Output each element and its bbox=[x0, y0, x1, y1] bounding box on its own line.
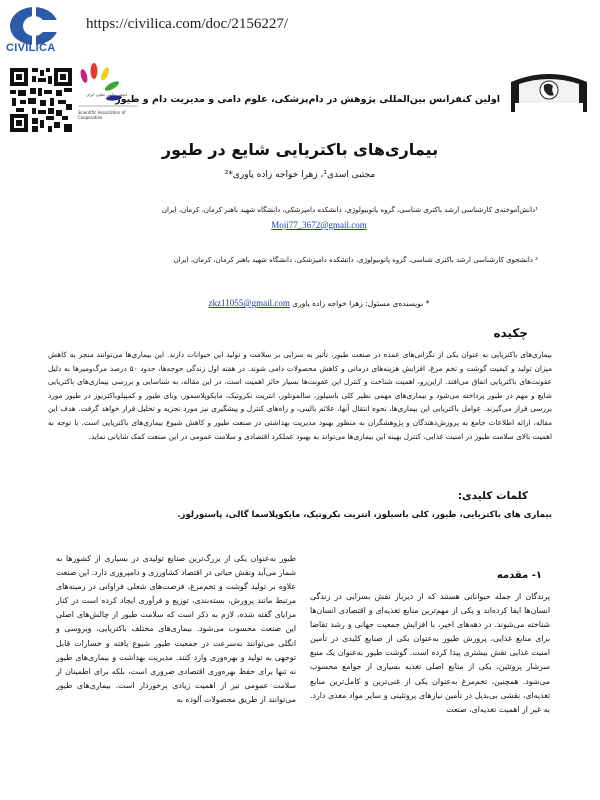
association-caption: انجمن علمی تعاون ایران bbox=[86, 92, 127, 97]
introduction-right-column: پرندگان از جمله حیواناتی هستند که از دیرباز نقش بسزایی در زندگی انسان‌ها ایفا کرده‌اند و یکی از مهم‌ترین منابع تغذیه‌ای و اقتصادی انسان‌ها شناخته می‌شوند. در دهه‌های اخیر، با افزایش جمعیت جهانی و رشد تقاضا برای منابع غذایی، پرورش طیور به‌عنوان یکی از صنایع کلیدی در تأمین امنیت غذایی نقش بیشتری پیدا کرده است. گوشت طیور به‌عنوان یک منبع سرشار پروتئین، یکی از منابع اصلی تغذیه بسیاری از جوامع محسوب می‌شود. همچنین، تخم‌مرغ به‌عنوان یکی از غنی‌ترین و کامل‌ترین منابع تغذیه‌ای، نقشی بی‌بدیل در تأمین نیازهای پروتئینی و سایر مواد مغذی دارد. به غیر از اهمیت تغذیه‌ای، صنعت bbox=[310, 592, 550, 714]
document-url[interactable]: https://civilica.com/doc/2156227/ bbox=[86, 16, 289, 32]
corresponding-email-link[interactable]: zkz11055@gmail.com bbox=[208, 298, 290, 308]
abstract-heading: چکیده bbox=[493, 326, 528, 340]
corresponding-author-label: * نویسنده‌ی مسئول: زهرا خواجه زاده یاوری bbox=[292, 299, 430, 308]
author-1-email-link[interactable]: Moji77_3672@gmail.com bbox=[271, 220, 367, 230]
association-caption-en: Scientific Association of Cooperation bbox=[78, 110, 126, 120]
keywords-heading: کلمات کلیدی: bbox=[457, 490, 528, 502]
paper-title: بیماری‌های باکتریایی شایع در طیور bbox=[161, 140, 439, 159]
civilica-c-icon bbox=[8, 6, 60, 46]
institute-logo bbox=[507, 68, 591, 118]
introduction-heading: ۱- مقدمه bbox=[496, 570, 542, 581]
paper-authors: مجتبی اسدی¹، زهرا خواجه زاده یاوری*² bbox=[224, 170, 376, 180]
affiliation-1: ¹دانش‌آموخته‌ی کارشناسی ارشد باکتری شناسی، گروه پاتوبیولوژی، دانشکده دامپزشکی، دانشگاه شهید باهنر کرمان، کرمان، ایران bbox=[161, 206, 538, 214]
affiliation-2: ² دانشجوی کارشناسی ارشد باکتری شناسی، گروه پاتوبیولوژی، دانشکده دامپزشکی، دانشگاه شهید باهنر کرمان، کرمان، ایران bbox=[173, 256, 538, 264]
keywords-text: بیماری های باکتریایی، طیور، کلی باسیلوز، انتریت نکروتیک، مایکوپلاسما گالی، پاستورلوز. bbox=[177, 510, 552, 520]
corresponding-author bbox=[100, 298, 538, 308]
abstract-text: بیماری‌های باکتریایی به عنوان یکی از نگرانی‌های عمده در صنعت طیور، تأثیر به سزایی بر سلامت و تولید این حیوانات دارند. این بیماری‌ها می‌توانند منجر به کاهش میزان تولید و کیفیت گوشت و تخم مرغ، افزایش هزینه‌های درمانی و کاهش محصولات دامی شوند. در هفته اول زندگی جوجه‌ها، حدود ۵۰ درصد مرگ‌ومیرها به دلیل عفونت‌های باکتریایی اتفاق می‌افتد. ازاین‌رو، اهمیت شناخت و کنترل این عفونت‌ها بسیار حائز اهمیت است. در این مقاله، به شناسایی و بررسی بیماری‌های باکتریایی شایع و مهم در طیور پرداخته می‌شود و بیماری‌های مهمی نظیر کلی باسیلوز، سالمونلوز، انتریت نکروتیک، مایکوپلاسموز، وبای طیور و کمپیلوباکتریوز در طیور مورد بررسی قرار می‌گیرند. عوامل باکتریایی این بیماری‌ها، نحوه انتقال آنها، علائم بالینی، و راه‌های کنترل و پیشگیری نیز مورد تجزیه و تحلیل قرار خواهد گرفت. هدف این مقاله، ارائه اطلاعات جامع به پرورش‌دهندگان و پژوهشگران به منظور بهبود مدیریت بهداشتی در صنعت طیور و کاهش شیوع بیماری‌های باکتریایی است. با توجه به اهمیت بالای سلامت طیور در امنیت غذایی، کنترل بهینه این بیماری‌ها می‌تواند به بهبود عملکرد اقتصادی و سلامت عمومی در این صنعت کمک شایانی نماید. bbox=[48, 350, 552, 441]
qr-code bbox=[10, 68, 72, 132]
introduction-left-column: طیور به‌عنوان یکی از بزرگ‌ترین صنایع تولیدی در بسیاری از کشورها به شمار می‌آید ونقش حیاتی در اقتصاد کشاورزی و دامپروری دارد. این صنعت علاوه بر تولید گوشت و تخم‌مرغ، فرصت‌های شغلی فراوانی در زمینه‌های مرتبط مانند پرورش، بسته‌بندی، توزیع و فرآوری ایجاد کرده است در کنار مزایای گفته شده، لازم به ذکر است که سلامت طیور از چالش‌های اصلی این صنعت محسوب می‌شود. بیماری‌های مختلف باکتریایی، ویروسی و انگلی می‌توانند به‌سرعت در جمعیت طیور شیوع یافته و خسارات قابل توجهی به تولید و بهره‌وری وارد کنند. مدیریت بهداشت و بیماری‌های طیور نه تنها برای حفظ بهره‌وری اقتصادی ضروری است، بلکه برای اطمینان از سلامت عمومی نیز از اهمیت زیادی برخوردار است. بیماری‌های طیور می‌توانند از طریق محصولات آلوده به bbox=[55, 554, 296, 704]
conference-title: اولین کنفرانس بین‌المللی پژوهش در دام‌پزشکی، علوم دامی و مدیریت دام و طیور bbox=[115, 94, 500, 105]
civilica-brand-text: CIVILICA bbox=[6, 42, 56, 54]
